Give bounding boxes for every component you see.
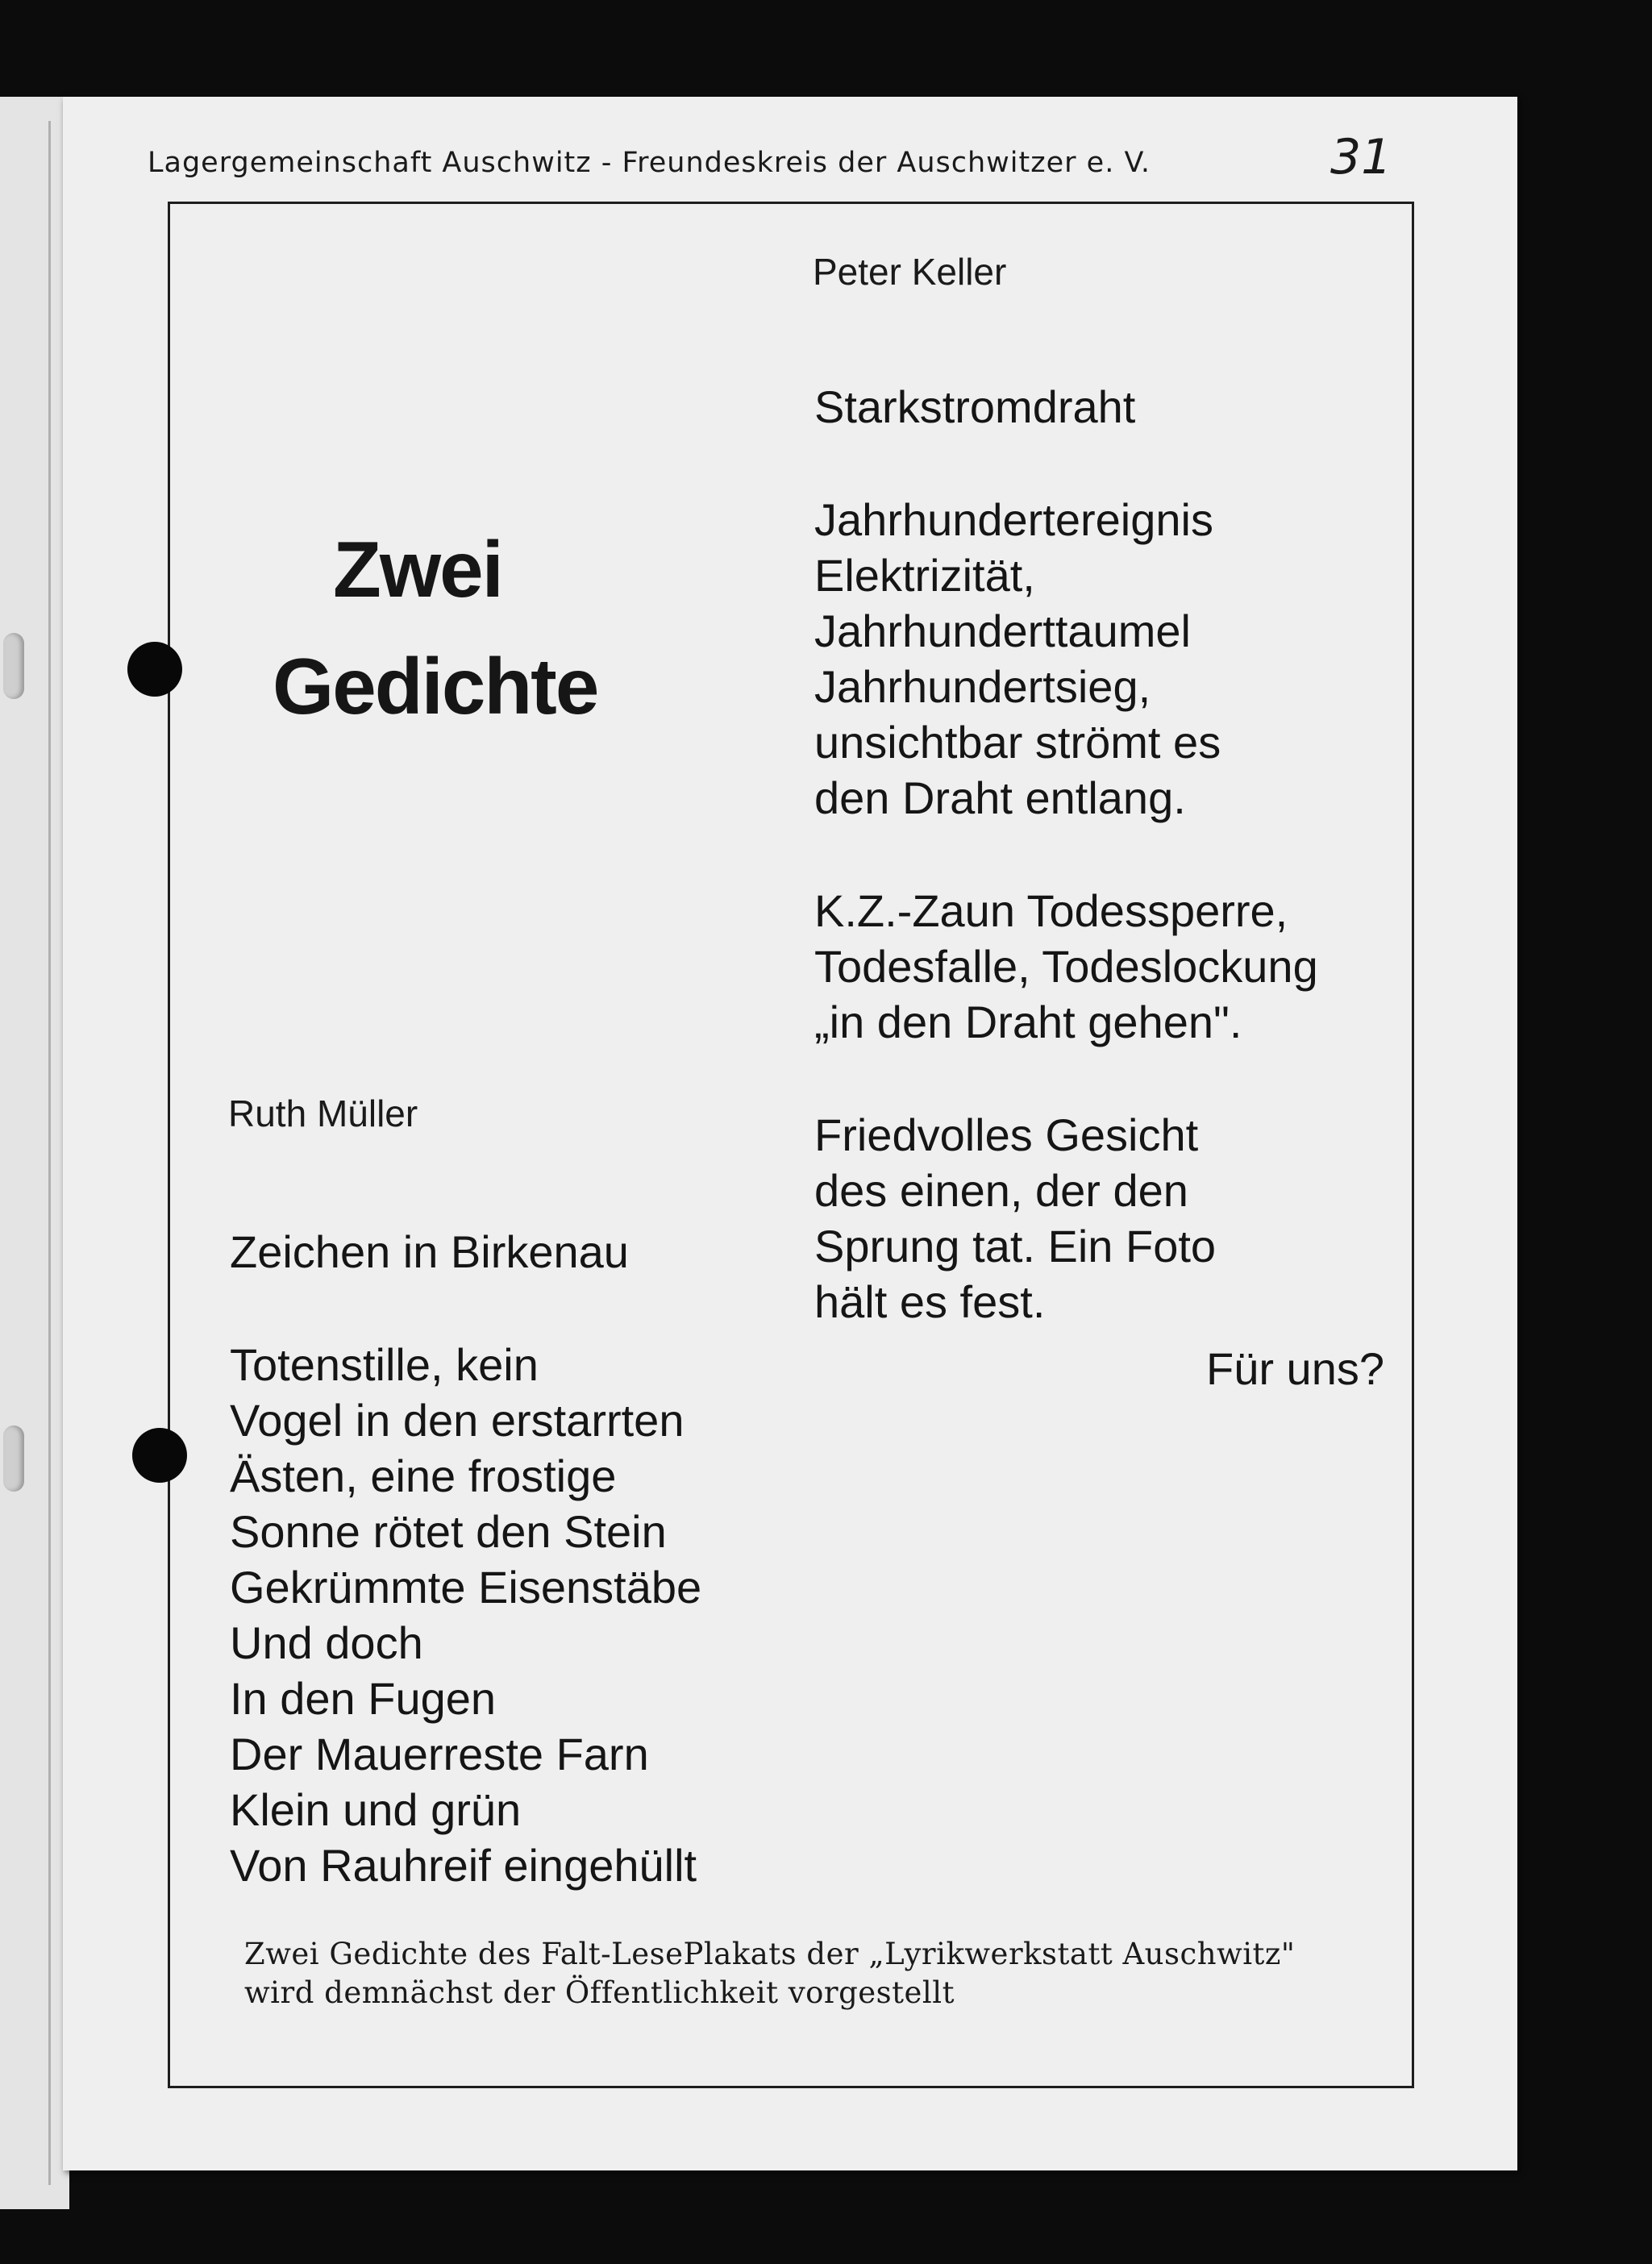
poem-line: Der Mauerreste Farn: [230, 1729, 649, 1779]
poem-line: Jahrhundertsieg,: [814, 661, 1151, 712]
binding-shadow: [48, 121, 51, 2185]
poem-right-closing: Für uns?: [1206, 1343, 1384, 1394]
poem-line: Von Rauhreif eingehüllt: [230, 1840, 697, 1891]
poem-left-body: [230, 1337, 701, 1893]
poem-line: Jahrhundertereignis: [814, 494, 1213, 545]
poem-line: In den Fugen: [230, 1673, 497, 1724]
poem-line: hält es fest.: [814, 1276, 1046, 1327]
feature-title-line1: Zwei: [333, 525, 502, 614]
document-page: [63, 97, 1517, 2170]
poem-line: Klein und grün: [230, 1784, 522, 1835]
poem-line: unsichtbar strömt es: [814, 717, 1221, 768]
caption: [244, 1935, 1295, 2012]
poem-line: Vogel in den erstarrten: [230, 1395, 685, 1446]
punch-hole: [127, 642, 182, 697]
poem-left-author: Ruth Müller: [228, 1092, 418, 1134]
poem-line: Ästen, eine frostige: [230, 1450, 617, 1501]
poem-right-author: Peter Keller: [813, 251, 1007, 293]
poem-right-title: Starkstromdraht: [814, 381, 1136, 432]
poem-line: Todesfalle, Todeslockung: [814, 941, 1318, 992]
page-number: 31: [1330, 129, 1392, 185]
feature-title-line2: Gedichte: [273, 642, 598, 730]
poem-line: Friedvolles Gesicht: [814, 1109, 1199, 1160]
caption-line: wird demnächst der Öffentlichkeit vorgestellt: [244, 1975, 955, 2010]
page-header: Lagergemeinschaft Auschwitz - Freundeskreis der Auschwitzer e. V.: [148, 147, 1151, 179]
poem-line: Sprung tat. Ein Foto: [814, 1221, 1217, 1271]
poem-line: Jahrhunderttaumel: [814, 606, 1191, 656]
poem-left-title: Zeichen in Birkenau: [230, 1226, 629, 1277]
poem-line: Und doch: [230, 1617, 423, 1668]
poem-right-stanza-2: [814, 883, 1318, 1050]
poem-line: des einen, der den: [814, 1165, 1188, 1216]
poem-line: „in den Draht gehen".: [814, 997, 1242, 1047]
poem-line: Gekrümmte Eisenstäbe: [230, 1562, 702, 1613]
poem-line: Sonne rötet den Stein: [230, 1506, 667, 1557]
facing-page-edge: [0, 97, 69, 2209]
poem-right-stanza-1: [814, 492, 1221, 826]
binder-ring: [3, 633, 24, 699]
poem-line: Totenstille, kein: [230, 1339, 539, 1390]
poem-right-stanza-3: [814, 1107, 1216, 1330]
poem-line: den Draht entlang.: [814, 772, 1186, 823]
binder-ring: [3, 1425, 24, 1492]
poem-line: Elektrizität,: [814, 550, 1035, 601]
caption-line: Zwei Gedichte des Falt-LesePlakats der „Lyrikwerkstatt Auschwitz": [244, 1937, 1296, 1971]
punch-hole: [132, 1428, 187, 1483]
poem-line: K.Z.-Zaun Todessperre,: [814, 885, 1288, 936]
